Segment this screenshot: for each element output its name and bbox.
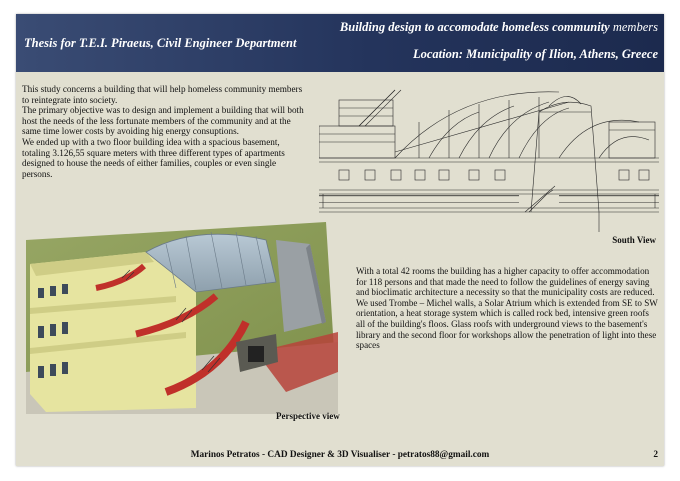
project-title-main: Building design to accomodate homeless community — [339, 20, 610, 34]
project-title — [340, 20, 658, 35]
thesis-title: Thesis for T.E.I. Piraeus, Civil Engineer Department — [24, 36, 297, 50]
description-text — [356, 266, 658, 351]
intro-paragraph: The primary objective was to design and implement a building that will both host the needs of the less fortunate members of the community and at the same time lower costs by avoiding hig energy consuptions. — [22, 105, 304, 137]
header-banner — [16, 14, 664, 72]
description-paragraph: With a total 42 rooms the building has a higher capacity to offer accommodation for 118 persons and that made the need to follow the guidelines of energy saving and bioclimatic architecture a necessity so that the municipality costs are reduced. — [356, 266, 655, 298]
perspective-render — [26, 222, 338, 414]
south-elevation-drawing — [319, 82, 659, 232]
project-title-tail: members — [612, 20, 658, 34]
intro-text — [22, 84, 304, 179]
brochure-page — [16, 14, 664, 466]
intro-paragraph: We ended up with a two floor building idea with a spacious basement, totaling 3.126,55 square meters with three different types of apartments designed to house the needs of either families, couples or even single persons. — [22, 136, 285, 179]
footer-credit: Marinos Petratos - CAD Designer & 3D Visualiser - petratos88@gmail.com — [190, 450, 490, 460]
description-paragraph: We used Trombe – Michel walls, a Solar Atrium which is extended from SE to SW orientation, a heat storage system which is called rock bed, intensive green roofs all of the building's floos. Glass roofs with underground views to the basement's library and the second floor for workshops allow the penetration of light into these spaces — [356, 297, 658, 351]
perspective-view-caption: Perspective view — [276, 411, 340, 421]
page-number: 2 — [653, 450, 658, 460]
south-view-caption: South View — [612, 235, 656, 245]
intro-paragraph: This study concerns a building that will help homeless community members to reintegrate into society. — [22, 84, 303, 105]
project-location: Location: Municipality of Ilion, Athens, Greece — [412, 47, 658, 61]
